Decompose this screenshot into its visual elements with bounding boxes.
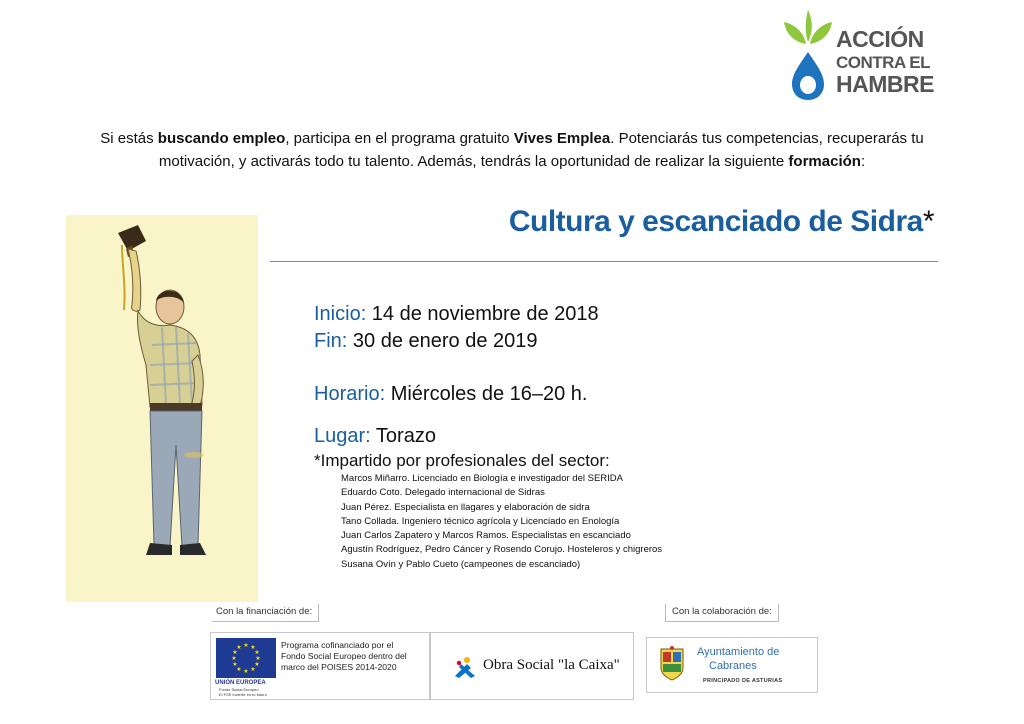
- svg-text:★: ★: [243, 642, 249, 649]
- logo-mark-icon: [780, 8, 836, 104]
- list-item: Agustín Rodríguez, Pedro Cáncer y Rosendo Corujo. Hosteleros y chigreros: [341, 544, 663, 556]
- schedule-value: Miércoles de 16–20 h.: [385, 383, 588, 405]
- cider-pourer-drawing: [66, 215, 258, 602]
- start-date-label: Inicio:: [314, 303, 367, 325]
- svg-text:★: ★: [250, 666, 256, 673]
- logo-text-line3: HAMBRE: [836, 71, 934, 97]
- course-title-text: Cultura y escanciado de Sidra: [508, 205, 923, 238]
- intro-bold-1: buscando empleo: [157, 130, 286, 147]
- funding-label: Con la financiación de:: [212, 604, 319, 622]
- principado-text: PRINCIPADO DE ASTURIAS: [703, 678, 783, 684]
- course-title: [509, 205, 934, 239]
- eu-program-line: Programa cofinanciado por el: [281, 640, 394, 650]
- svg-text:★: ★: [231, 655, 237, 662]
- list-item: Susana Ovín y Pablo Cueto (campeones de escanciado): [341, 558, 581, 570]
- instructors-heading: *Impartido por profesionales del sector:: [314, 451, 610, 470]
- cider-pourer-illustration: [66, 215, 258, 602]
- location: [314, 425, 436, 448]
- location-value: Torazo: [370, 425, 436, 447]
- intro-text-1: Si estás: [100, 130, 158, 147]
- list-item: Eduardo Coto. Delegado internacional de Sidras: [341, 487, 545, 499]
- collaboration-label: Con la colaboración de:: [665, 604, 779, 622]
- la-caixa-star-icon: [451, 655, 479, 679]
- course-title-asterisk: *: [922, 205, 934, 238]
- intro-paragraph: [70, 127, 954, 173]
- intro-text-3: . Potenciarás tus competencias, recuperarás tu motivación, y activarás todo tu talento. Además, tendrás la oportunidad de realizar la siguiente: [158, 130, 924, 170]
- end-date-value: 30 de enero de 2019: [347, 330, 538, 352]
- svg-text:★: ★: [243, 668, 249, 675]
- eu-funding-logo: [210, 632, 430, 700]
- svg-text:★: ★: [236, 644, 242, 651]
- eu-program-line: Fondo Social Europeo dentro del: [281, 651, 407, 661]
- eu-name: UNIÓN EUROPEA: [215, 680, 266, 686]
- coat-of-arms-icon: [659, 646, 685, 682]
- accion-contra-el-hambre-logo: [780, 8, 940, 104]
- instructor-list: [341, 472, 662, 572]
- svg-text:★: ★: [254, 661, 260, 668]
- list-item: Marcos Miñarro. Licenciado en Biología e investigador del SERIDA: [341, 473, 623, 484]
- svg-text:★: ★: [232, 661, 238, 668]
- la-caixa-text: Obra Social "la Caixa": [483, 657, 620, 673]
- end-date: [314, 330, 538, 353]
- svg-text:★: ★: [232, 649, 238, 656]
- svg-text:★: ★: [250, 644, 256, 651]
- start-date: [314, 303, 599, 326]
- location-label: Lugar:: [314, 425, 371, 447]
- schedule: [314, 383, 587, 406]
- eu-flag-icon: [216, 638, 276, 678]
- intro-text-4: :: [860, 153, 866, 170]
- ayuntamiento-cabranes-logo: [646, 637, 818, 693]
- intro-bold-3: formación: [788, 153, 861, 170]
- end-date-label: Fin:: [314, 330, 348, 352]
- intro-bold-2: Vives Emplea: [513, 130, 611, 147]
- list-item: Tano Collada. Ingeniero técnico agrícola y Licenciado en Enología: [341, 515, 620, 527]
- intro-text-2: , participa en el programa gratuito: [285, 130, 514, 147]
- eu-program-line: marco del POISES 2014-2020: [281, 662, 397, 672]
- list-item: Juan Carlos Zapatero y Marcos Ramos. Especialistas en escanciado: [341, 530, 631, 542]
- cabranes-text: Cabranes: [709, 660, 757, 672]
- logo-text-line2: CONTRA EL: [836, 53, 931, 72]
- logo-text-line1: ACCIÓN: [836, 26, 924, 52]
- start-date-value: 14 de noviembre de 2018: [366, 303, 599, 325]
- ayuntamiento-text: Ayuntamiento de: [697, 646, 780, 658]
- eu-subtitle-2: El FSE invierte en tu futuro: [219, 692, 267, 697]
- svg-text:★: ★: [236, 666, 242, 673]
- title-divider: [270, 261, 938, 262]
- eu-subtitle-1: Fondo Social Europeo: [219, 687, 259, 692]
- eu-program-text: [281, 640, 407, 673]
- schedule-label: Horario:: [314, 383, 386, 405]
- list-item: Juan Pérez. Especialista en llagares y elaboración de sidra: [341, 501, 590, 513]
- svg-text:★: ★: [254, 649, 260, 656]
- svg-text:★: ★: [255, 655, 261, 662]
- obra-social-la-caixa-logo: [430, 632, 634, 700]
